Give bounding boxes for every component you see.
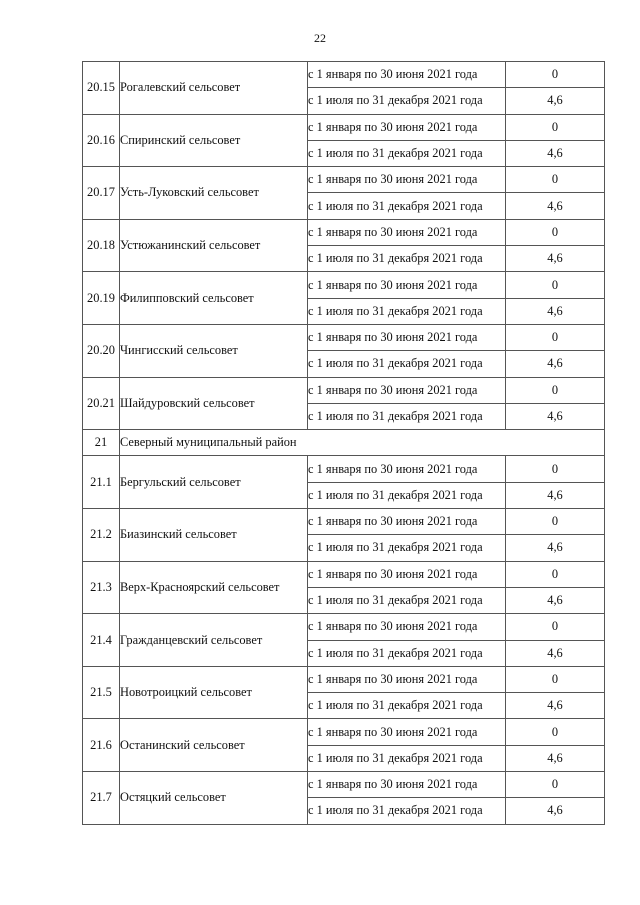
settlement-name: Верх-Красноярский сельсовет	[120, 561, 308, 614]
value-cell: 4,6	[506, 403, 605, 429]
settlement-name: Чингисский сельсовет	[120, 324, 308, 377]
settlement-name: Рогалевский сельсовет	[120, 62, 308, 115]
tariff-table-body	[83, 62, 605, 825]
settlement-name: Филипповский сельсовет	[120, 272, 308, 325]
period-cell: с 1 января по 30 июня 2021 года	[308, 719, 506, 745]
table-row	[83, 377, 605, 403]
period-cell: с 1 июля по 31 декабря 2021 года	[308, 535, 506, 561]
value-cell: 0	[506, 167, 605, 193]
row-number: 21.2	[83, 509, 120, 562]
table-row	[83, 666, 605, 692]
value-cell: 4,6	[506, 587, 605, 613]
value-cell: 0	[506, 272, 605, 298]
table-row	[83, 456, 605, 482]
value-cell: 0	[506, 219, 605, 245]
row-number: 20.19	[83, 272, 120, 325]
table-row	[83, 561, 605, 587]
settlement-name: Остяцкий сельсовет	[120, 772, 308, 825]
row-number: 20.18	[83, 219, 120, 272]
period-cell: с 1 января по 30 июня 2021 года	[308, 561, 506, 587]
row-number: 21.4	[83, 614, 120, 667]
page-number: 22	[314, 31, 326, 45]
settlement-name: Усть-Луковский сельсовет	[120, 167, 308, 220]
row-number: 20.20	[83, 324, 120, 377]
period-cell: с 1 июля по 31 декабря 2021 года	[308, 745, 506, 771]
period-cell: с 1 июля по 31 декабря 2021 года	[308, 482, 506, 508]
settlement-name: Новотроицкий сельсовет	[120, 666, 308, 719]
value-cell: 4,6	[506, 193, 605, 219]
value-cell: 0	[506, 772, 605, 798]
period-cell: с 1 июля по 31 декабря 2021 года	[308, 403, 506, 429]
tariff-table	[82, 61, 605, 825]
district-row	[83, 430, 605, 456]
value-cell: 0	[506, 377, 605, 403]
period-cell: с 1 января по 30 июня 2021 года	[308, 62, 506, 88]
table-row	[83, 219, 605, 245]
value-cell: 4,6	[506, 482, 605, 508]
period-cell: с 1 января по 30 июня 2021 года	[308, 509, 506, 535]
table-row	[83, 772, 605, 798]
row-number: 21.7	[83, 772, 120, 825]
period-cell: с 1 января по 30 июня 2021 года	[308, 167, 506, 193]
value-cell: 4,6	[506, 88, 605, 114]
row-number: 21	[83, 430, 120, 456]
settlement-name: Биазинский сельсовет	[120, 509, 308, 562]
value-cell: 0	[506, 324, 605, 350]
period-cell: с 1 января по 30 июня 2021 года	[308, 114, 506, 140]
row-number: 21.1	[83, 456, 120, 509]
row-number: 20.16	[83, 114, 120, 167]
value-cell: 4,6	[506, 535, 605, 561]
value-cell: 4,6	[506, 693, 605, 719]
row-number: 21.3	[83, 561, 120, 614]
period-cell: с 1 января по 30 июня 2021 года	[308, 666, 506, 692]
table-row	[83, 509, 605, 535]
settlement-name: Спиринский сельсовет	[120, 114, 308, 167]
value-cell: 4,6	[506, 640, 605, 666]
row-number: 21.5	[83, 666, 120, 719]
district-name: Северный муниципальный район	[120, 430, 605, 456]
settlement-name: Гражданцевский сельсовет	[120, 614, 308, 667]
table-row	[83, 62, 605, 88]
value-cell: 0	[506, 62, 605, 88]
period-cell: с 1 января по 30 июня 2021 года	[308, 272, 506, 298]
period-cell: с 1 января по 30 июня 2021 года	[308, 377, 506, 403]
period-cell: с 1 января по 30 июня 2021 года	[308, 219, 506, 245]
table-row	[83, 324, 605, 350]
period-cell: с 1 июля по 31 декабря 2021 года	[308, 193, 506, 219]
table-row	[83, 167, 605, 193]
value-cell: 0	[506, 561, 605, 587]
row-number: 20.21	[83, 377, 120, 430]
period-cell: с 1 июля по 31 декабря 2021 года	[308, 798, 506, 824]
value-cell: 4,6	[506, 798, 605, 824]
value-cell: 4,6	[506, 351, 605, 377]
value-cell: 0	[506, 509, 605, 535]
table-row	[83, 614, 605, 640]
value-cell: 4,6	[506, 298, 605, 324]
value-cell: 4,6	[506, 140, 605, 166]
value-cell: 0	[506, 114, 605, 140]
table-row	[83, 272, 605, 298]
period-cell: с 1 января по 30 июня 2021 года	[308, 324, 506, 350]
value-cell: 4,6	[506, 745, 605, 771]
period-cell: с 1 июля по 31 декабря 2021 года	[308, 298, 506, 324]
value-cell: 0	[506, 456, 605, 482]
period-cell: с 1 января по 30 июня 2021 года	[308, 772, 506, 798]
period-cell: с 1 января по 30 июня 2021 года	[308, 456, 506, 482]
value-cell: 0	[506, 666, 605, 692]
value-cell: 0	[506, 614, 605, 640]
period-cell: с 1 июля по 31 декабря 2021 года	[308, 587, 506, 613]
period-cell: с 1 января по 30 июня 2021 года	[308, 614, 506, 640]
period-cell: с 1 июля по 31 декабря 2021 года	[308, 693, 506, 719]
period-cell: с 1 июля по 31 декабря 2021 года	[308, 88, 506, 114]
row-number: 20.15	[83, 62, 120, 115]
period-cell: с 1 июля по 31 декабря 2021 года	[308, 351, 506, 377]
period-cell: с 1 июля по 31 декабря 2021 года	[308, 140, 506, 166]
row-number: 20.17	[83, 167, 120, 220]
settlement-name: Шайдуровский сельсовет	[120, 377, 308, 430]
settlement-name: Останинский сельсовет	[120, 719, 308, 772]
settlement-name: Устюжанинский сельсовет	[120, 219, 308, 272]
settlement-name: Бергульский сельсовет	[120, 456, 308, 509]
value-cell: 4,6	[506, 246, 605, 272]
value-cell: 0	[506, 719, 605, 745]
period-cell: с 1 июля по 31 декабря 2021 года	[308, 640, 506, 666]
period-cell: с 1 июля по 31 декабря 2021 года	[308, 246, 506, 272]
table-row	[83, 719, 605, 745]
row-number: 21.6	[83, 719, 120, 772]
table-row	[83, 114, 605, 140]
